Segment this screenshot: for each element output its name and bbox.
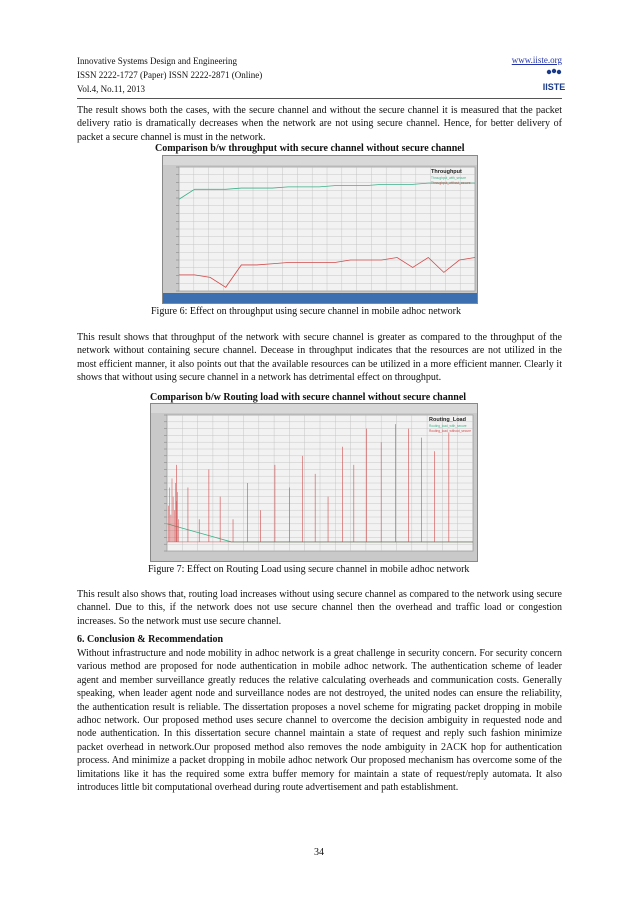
website-link[interactable]: www.iiste.org [511,55,562,65]
issn-line: ISSN 2222-1727 (Paper) ISSN 2222-2871 (Online) [77,70,263,80]
paragraph-3: This result also shows that, routing load increases without using secure channel as compared to the network using secure channel. Due to this, if the network does not use secure channel then the overhead and traffic load or congestion increases. So the network must use secure channel. [77,589,562,627]
paragraph-1: The result shows both the cases, with the secure channel and without the secure channel it is measured that the packet delivery ratio is dramatically decreases when the network are not using secure channel. Hence, for better delivery of packet a secure channel is must in the network. [77,105,562,143]
page-number: 34 [314,847,324,858]
paragraph-2: This result shows that throughput of the network with secure channel is greater as compared to the throughput of the network without containing secure channel. Decease in throughput indicates that the resources are not utilized in the most efficient manner, it also points out that the available resources can be utilized in a more efficient manner. Clearly it shows that without using secure channel in a network has detrimental effect on throughput. [77,332,562,384]
section-heading: 6. Conclusion & Recommendation [77,634,224,645]
window-titlebar [151,404,477,413]
paragraph-4: Without infrastructure and node mobility in adhoc network is a great challenge in security concern. For security concern various method are proposed for node authentication in mobile adhoc network. The authentication scheme of leader agent and member surveillance greatly reduces the relative calculating overheads and communication costs. Generally speaking, when leader agent node and surveillance nodes are not destroyed, the united nodes can ensure the reliability, the authentication result is reliable. The dissertation proposes a novel scheme for migrating packet dropping in mobile adhoc network. Our proposed method uses secure channel to overcome the decision ambiguity in requested node and node authentication. In this dissertation secure channel maintain a state of request and reply such fashion minimize packet overhead in network.Our proposed method also removes the node ambiguity in 2ACK hop for authentication process. And minimize a packet dropping in mobile adhoc network Our proposed mechanism has overcome some of the limitations like it has the required some extra buffer memory for maintain a state of request/reply automata. It also introduces little bit computational overhead during route advertisement and path establishment. [77,648,562,794]
figure-6-chart [162,155,478,304]
iiste-logo-icon [543,68,565,98]
window-titlebar [163,156,477,165]
legend-entry: Throughput_with_secure [431,176,467,180]
figure-6-title: Comparison b/w throughput with secure channel without secure channel [155,143,465,154]
figure-7-caption: Figure 7: Effect on Routing Load using secure channel in mobile adhoc network [148,564,470,575]
volume-line: Vol.4, No.11, 2013 [77,84,146,94]
journal-name: Innovative Systems Design and Engineering [77,56,237,66]
taskbar [163,293,477,303]
legend-entry: Throughput_without_secure [431,181,471,185]
legend-entry: Routing_load_without_secure [429,429,471,433]
chart-title: Throughput [431,169,462,175]
figure-7-title: Comparison b/w Routing load with secure channel without secure channel [150,392,467,403]
logo-text: IISTE [543,82,565,92]
legend-entry: Routing_load_with_secure [429,424,467,428]
figure-7-chart [150,403,478,562]
header-divider [77,98,562,99]
chart-title: Routing_Load [429,417,466,423]
routing-load-chart-svg [151,404,477,561]
throughput-chart-svg [163,156,477,303]
figure-6-caption: Figure 6: Effect on throughput using secure channel in mobile adhoc network [151,306,462,317]
